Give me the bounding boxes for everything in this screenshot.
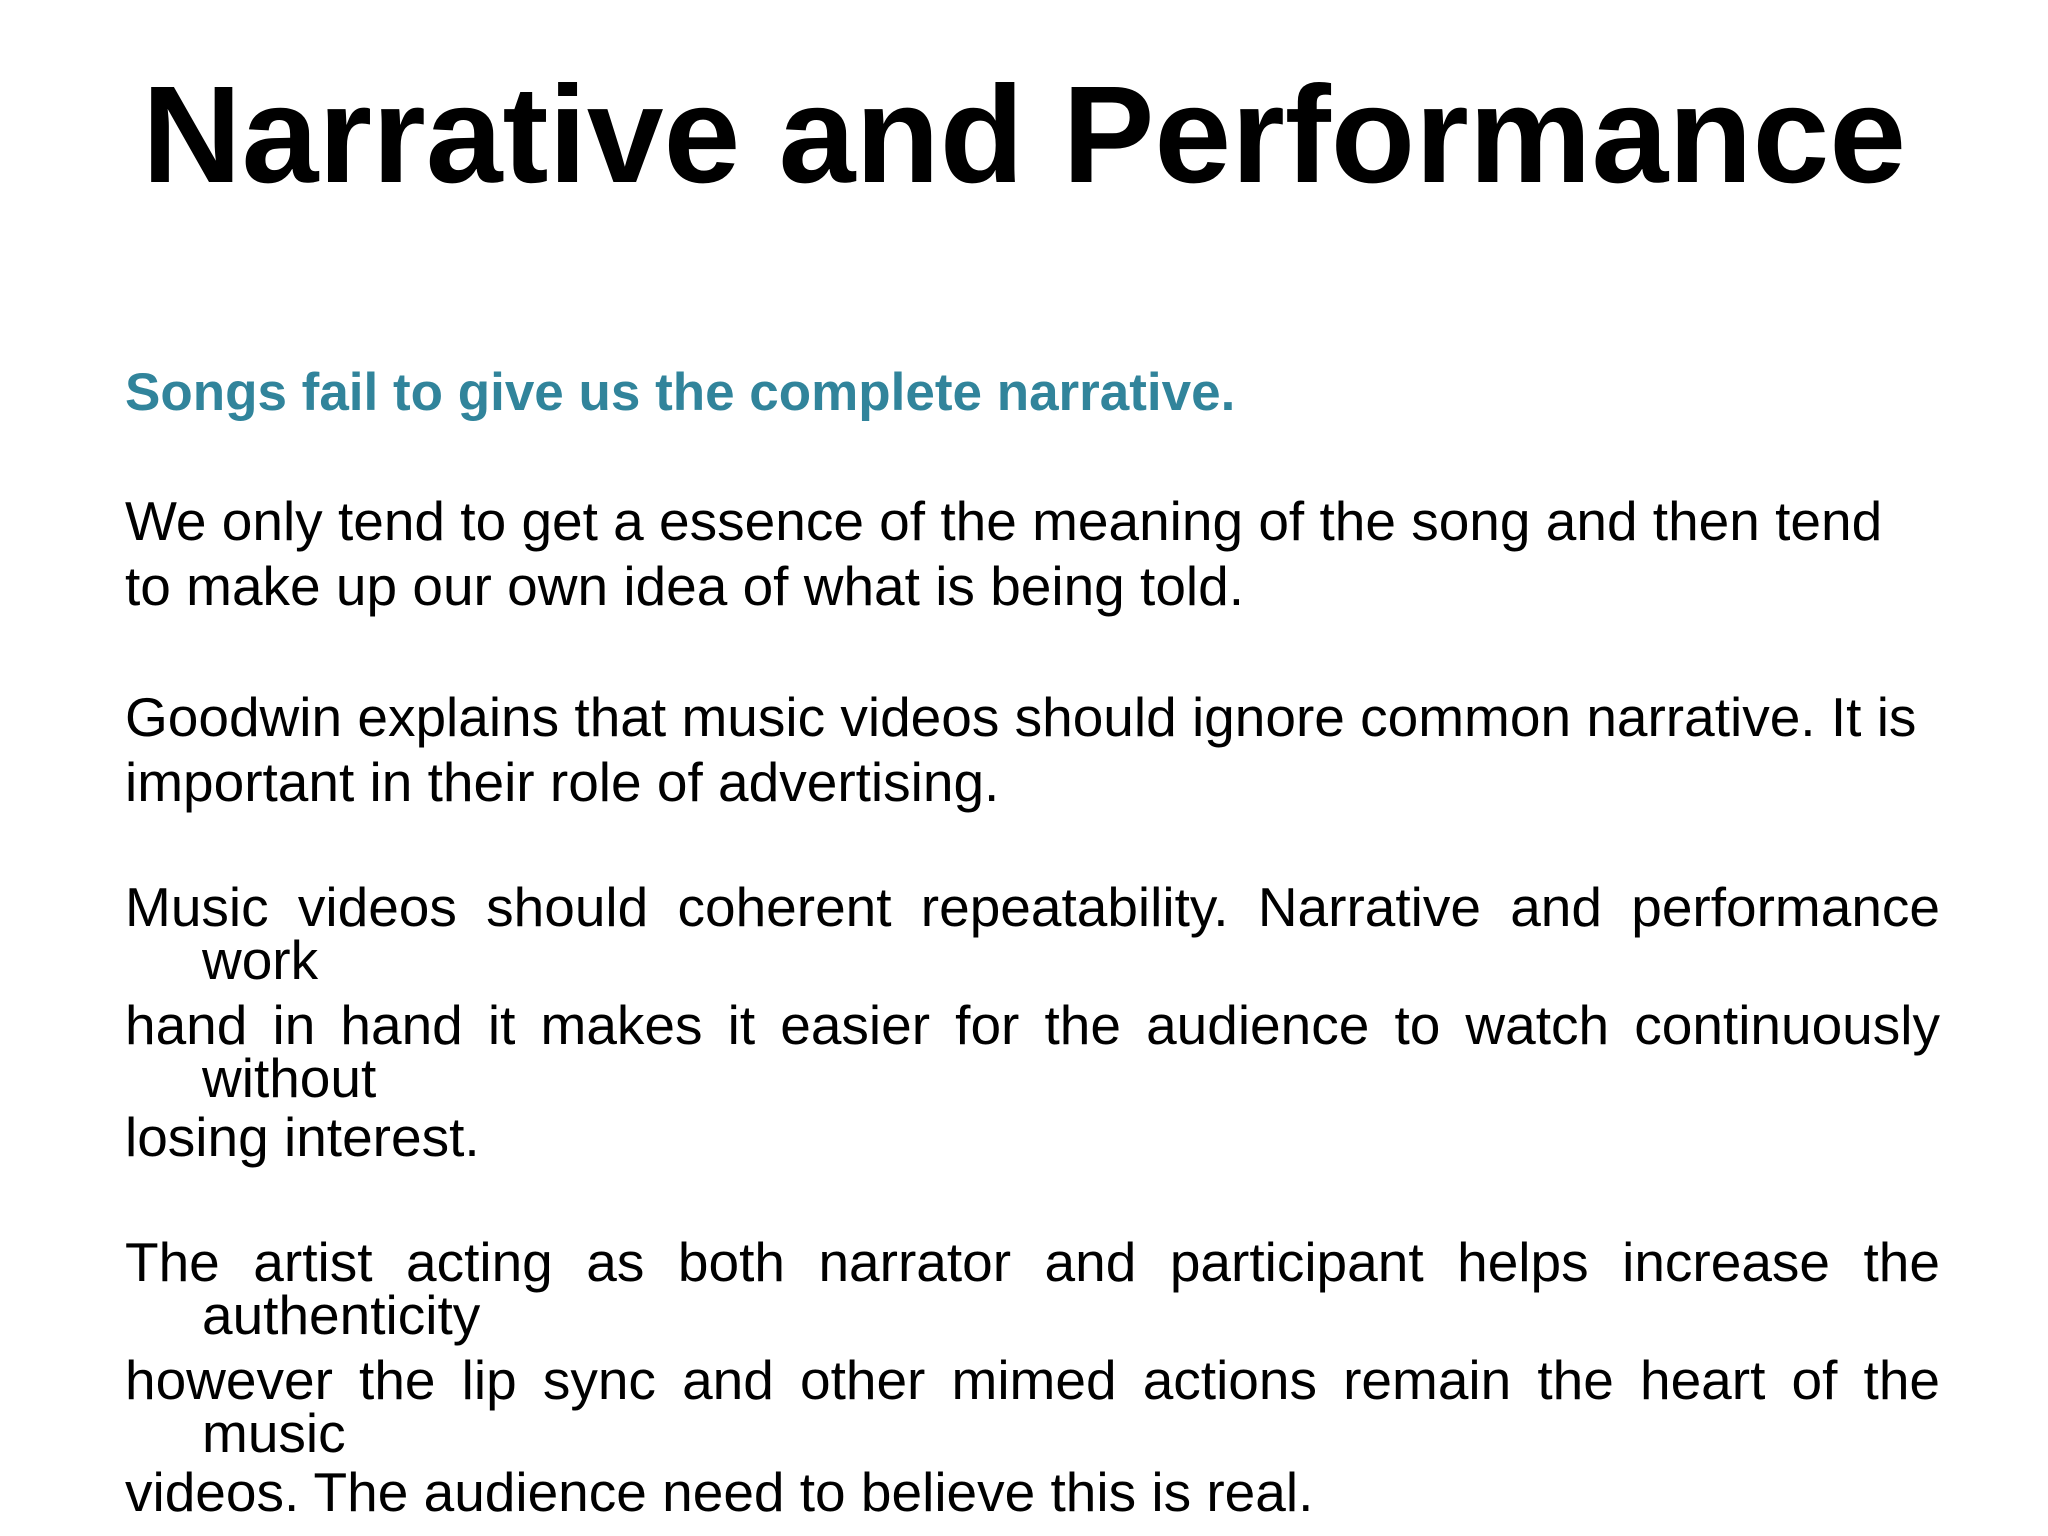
text-line: videos. The audience need to believe this is real. (125, 1461, 1314, 1523)
paragraph-repeatability (125, 876, 1940, 1170)
text-line-wrap: music (202, 1402, 346, 1464)
subheading: Songs fail to give us the complete narrative. (125, 363, 1236, 422)
paragraph-goodwin: Goodwin explains that music videos should ignore common narrative. It is important in their role of advertising. (125, 686, 1917, 813)
text-line-wrap: without (202, 1047, 377, 1109)
text-line-wrap: work (202, 929, 319, 991)
text-line: however the lip sync and other mimed actions remain the heart of the (125, 1349, 1940, 1411)
text-line: The artist acting as both narrator and participant helps increase the (125, 1231, 1940, 1293)
text-line: hand in hand it makes it easier for the audience to watch continuously (125, 994, 1940, 1056)
paragraph-essence: We only tend to get a essence of the meaning of the song and then tend to make up our own idea of what is being told. (125, 490, 1883, 617)
slide-title: Narrative and Performance (141, 58, 1907, 212)
text-line-wrap: authenticity (202, 1284, 481, 1346)
text-line: losing interest. (125, 1106, 480, 1168)
paragraph-authenticity (125, 1231, 1940, 1525)
text-line: Music videos should coherent repeatability. Narrative and performance (125, 876, 1940, 938)
slide-body (125, 360, 1940, 1536)
